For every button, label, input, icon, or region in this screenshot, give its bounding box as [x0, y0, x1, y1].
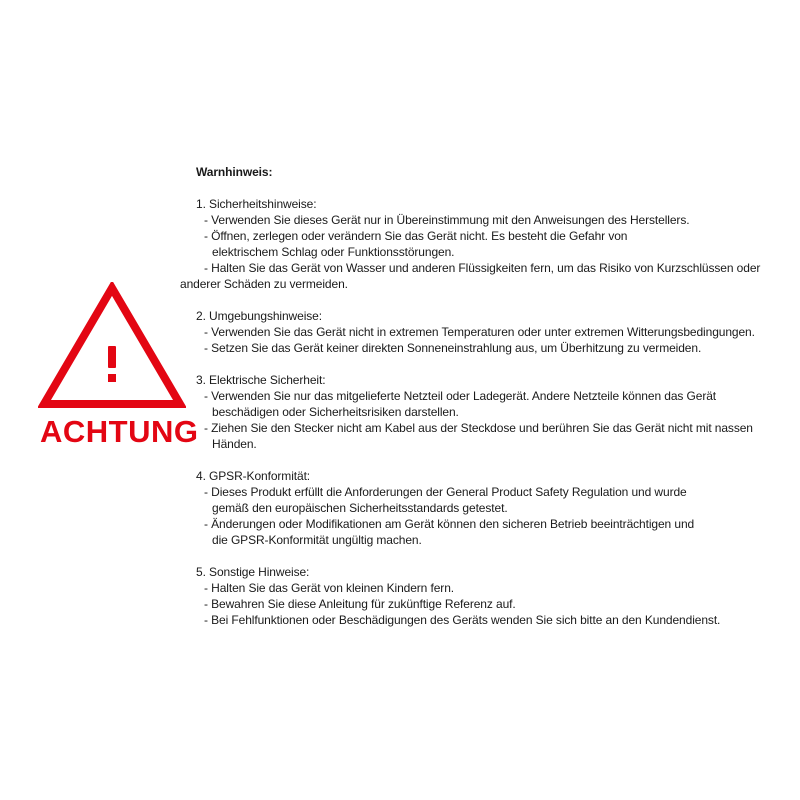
section-other	[196, 564, 786, 628]
list-item: - Verwenden Sie das Gerät nicht in extremen Temperaturen oder unter extremen Witterungsbedingungen.	[204, 325, 755, 339]
notice-title: Warnhinweis:	[196, 165, 273, 179]
list-item: - Bei Fehlfunktionen oder Beschädigungen des Geräts wenden Sie sich bitte an den Kundendienst.	[204, 613, 721, 627]
achtung-label: ACHTUNG	[40, 414, 199, 449]
list-item: - Bewahren Sie diese Anleitung für zukünftige Referenz auf.	[204, 597, 516, 611]
list-item-continuation: beschädigen oder Sicherheitsrisiken darstellen.	[212, 405, 459, 419]
section-heading: 5. Sonstige Hinweise:	[196, 565, 310, 579]
list-item: - Ziehen Sie den Stecker nicht am Kabel aus der Steckdose und berühren Sie das Gerät nicht mit nassen	[204, 421, 753, 435]
warning-triangle-icon	[38, 282, 186, 410]
list-item-continuation: die GPSR-Konformität ungültig machen.	[212, 533, 422, 547]
section-heading: 2. Umgebungshinweise:	[196, 309, 322, 323]
list-item: - Dieses Produkt erfüllt die Anforderungen der General Product Safety Regulation und wurde	[204, 485, 687, 499]
exclamation-dot	[108, 374, 116, 382]
list-item: - Verwenden Sie dieses Gerät nur in Übereinstimmung mit den Anweisungen des Herstellers.	[204, 213, 690, 227]
list-item: - Halten Sie das Gerät von Wasser und anderen Flüssigkeiten fern, um das Risiko von Kurzschlüssen oder	[204, 261, 761, 275]
list-item: - Verwenden Sie nur das mitgelieferte Netzteil oder Ladegerät. Andere Netzteile können das Gerät	[204, 389, 717, 403]
list-item-continuation: elektrischem Schlag oder Funktionsstörungen.	[212, 245, 455, 259]
list-item-continuation: anderer Schäden zu vermeiden.	[180, 277, 348, 291]
section-electrical	[196, 372, 786, 452]
section-environment	[196, 308, 786, 356]
section-safety	[180, 196, 786, 292]
section-gpsr	[196, 468, 786, 548]
section-heading: 1. Sicherheitshinweise:	[196, 197, 317, 211]
exclamation-bar	[108, 346, 116, 368]
list-item: - Änderungen oder Modifikationen am Gerät können den sicheren Betrieb beeinträchtigen und	[204, 517, 695, 531]
section-heading: 3. Elektrische Sicherheit:	[196, 373, 326, 387]
list-item: - Setzen Sie das Gerät keiner direkten Sonneneinstrahlung aus, um Überhitzung zu vermeiden.	[204, 341, 702, 355]
list-item-continuation: Händen.	[212, 437, 257, 451]
list-item-continuation: gemäß den europäischen Sicherheitsstandards getestet.	[212, 501, 508, 515]
list-item: - Halten Sie das Gerät von kleinen Kindern fern.	[204, 581, 455, 595]
section-heading: 4. GPSR-Konformität:	[196, 469, 311, 483]
list-item: - Öffnen, zerlegen oder verändern Sie das Gerät nicht. Es besteht die Gefahr von	[204, 229, 628, 243]
warning-notice	[180, 164, 786, 644]
